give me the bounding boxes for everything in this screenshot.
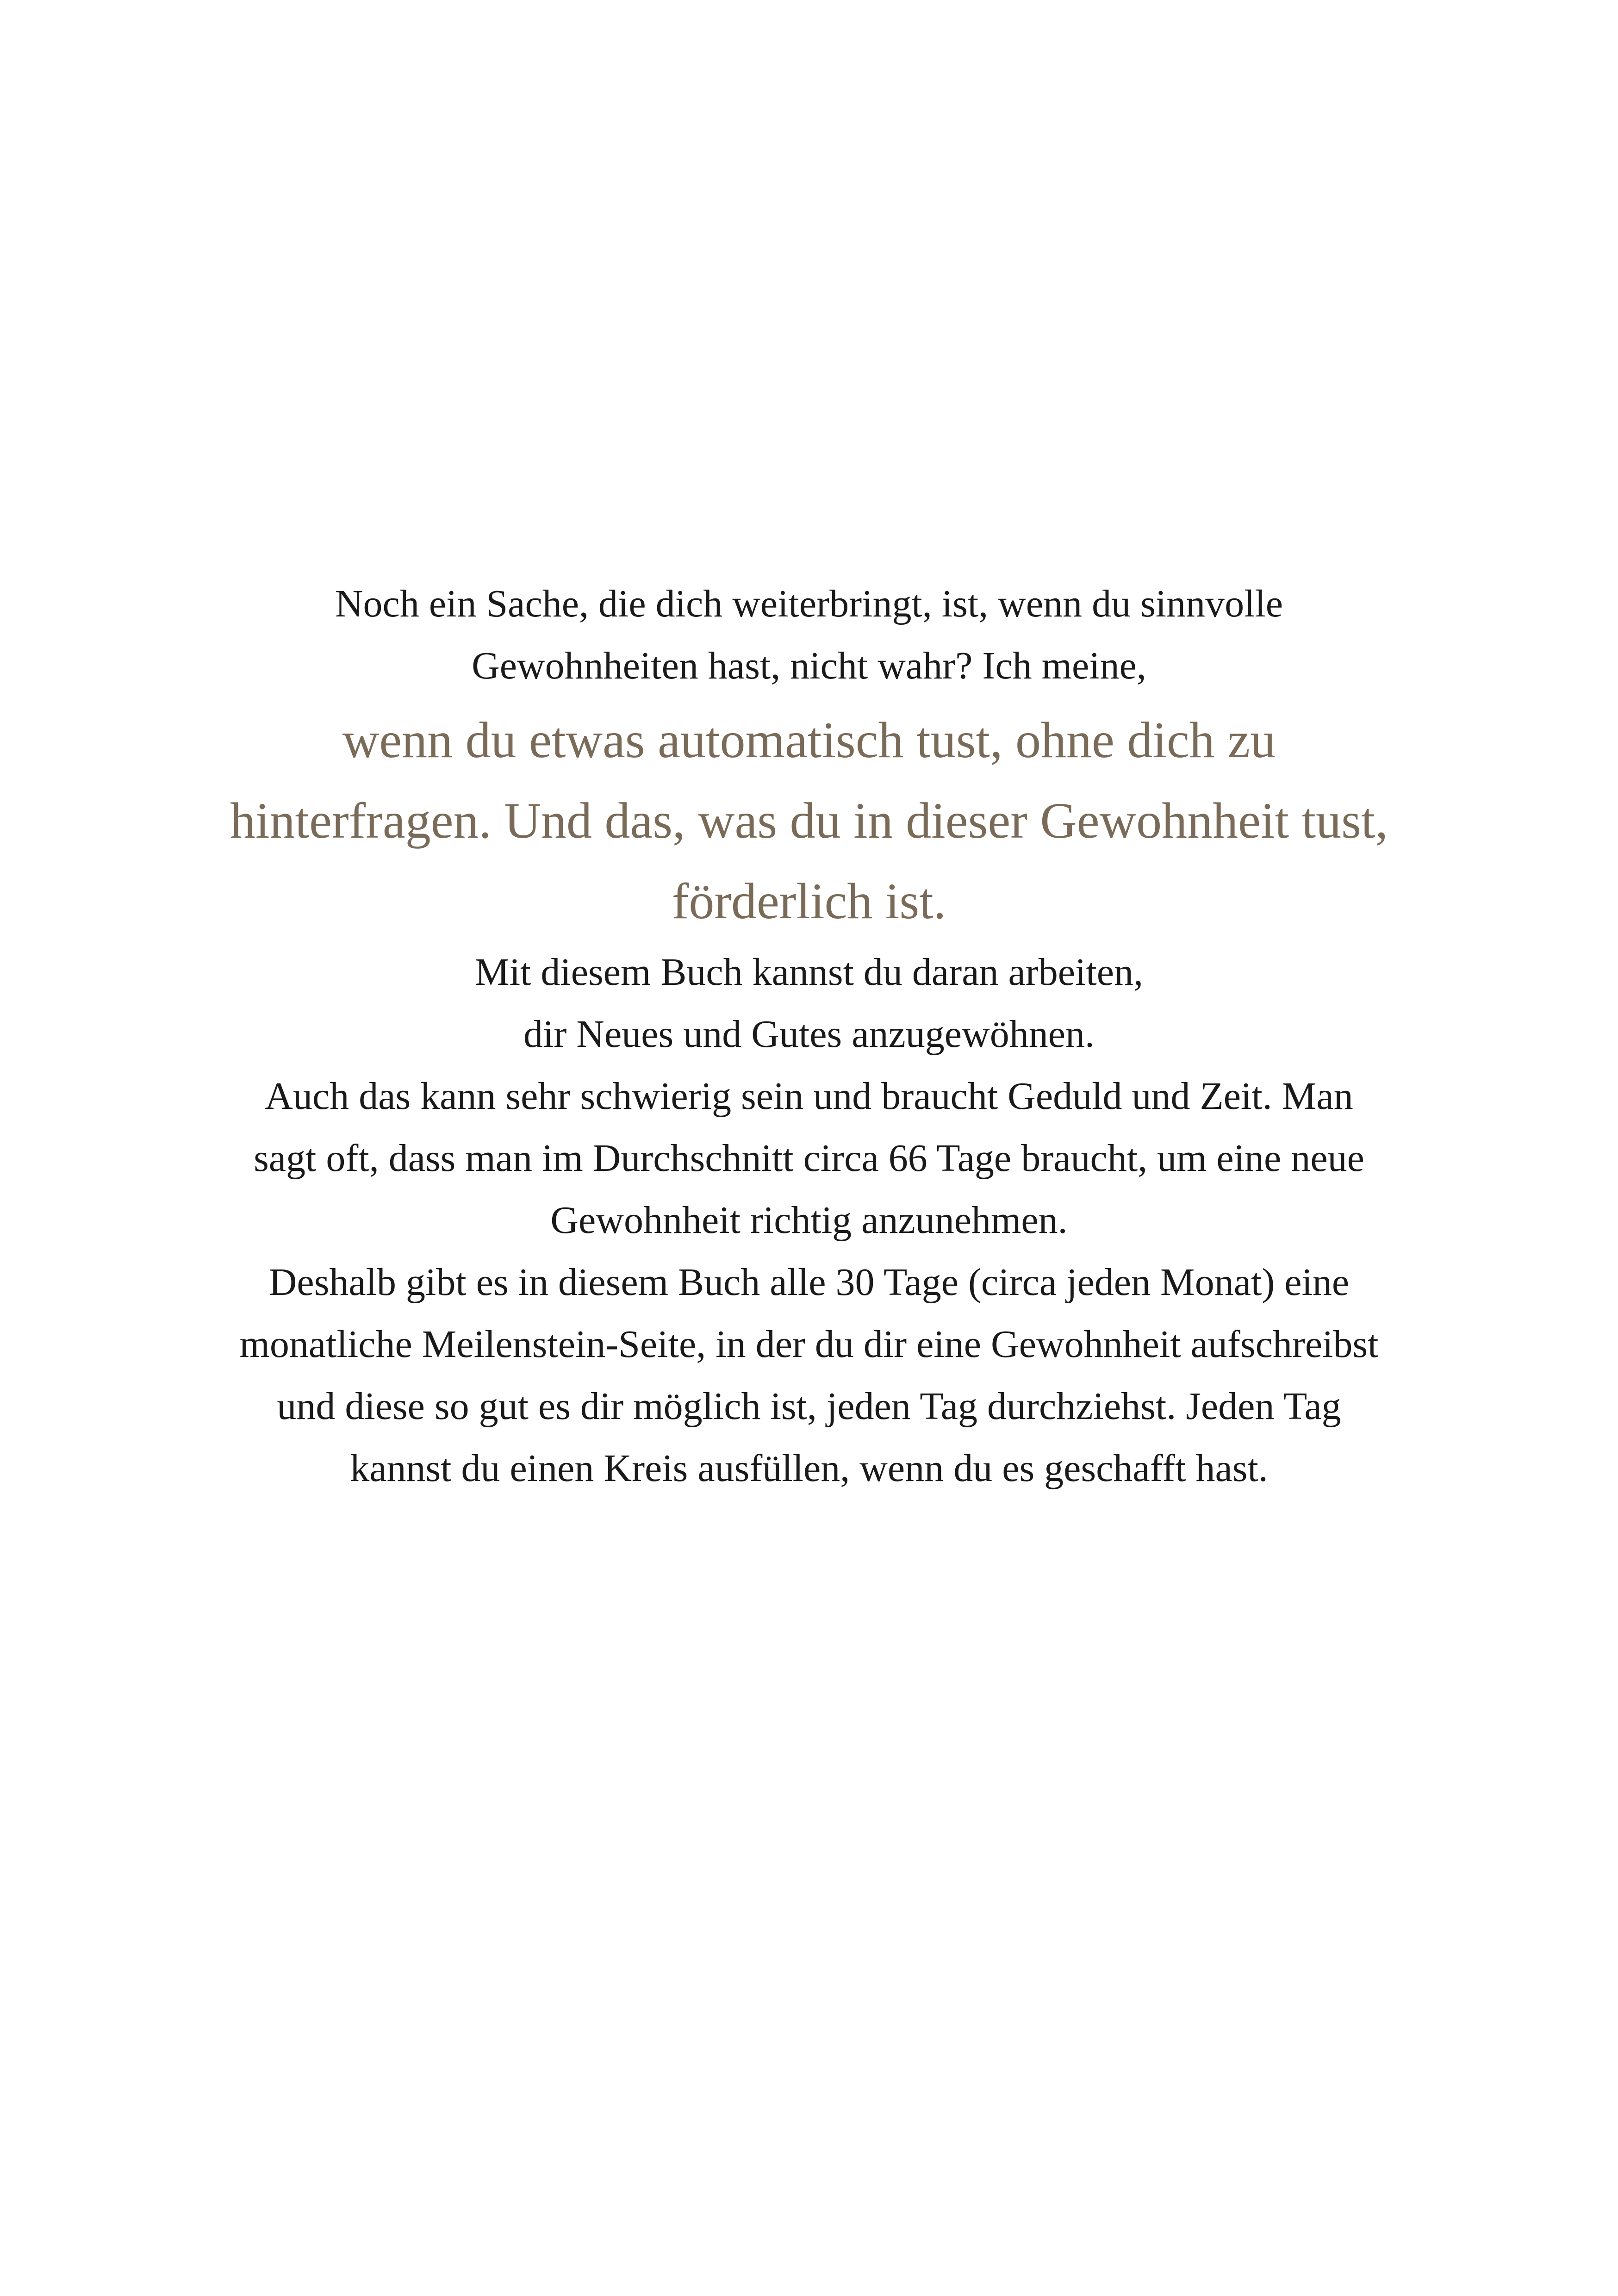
highlight-line: förderlich ist.: [672, 873, 946, 929]
milestone-line: Deshalb gibt es in diesem Buch alle 30 Tage (circa jeden Monat) eine: [268, 1261, 1350, 1304]
intro-line: Gewohnheiten hast, nicht wahr? Ich meine,: [472, 644, 1146, 687]
milestone-paragraph: [139, 1251, 1479, 1500]
highlight-line: hinterfragen. Und das, was du in dieser Gewohnheit tust,: [230, 792, 1388, 849]
patience-paragraph: [139, 1065, 1479, 1251]
milestone-line: kannst du einen Kreis ausfüllen, wenn du es geschafft hast.: [350, 1447, 1268, 1490]
book-line: Mit diesem Buch kannst du daran arbeiten,: [475, 951, 1143, 994]
highlight-line: wenn du etwas automatisch tust, ohne dich zu: [342, 712, 1276, 768]
milestone-line: und diese so gut es dir möglich ist, jeden Tag durchziehst. Jeden Tag: [277, 1385, 1341, 1428]
book-paragraph: [139, 941, 1479, 1065]
intro-paragraph: [139, 573, 1479, 697]
book-line: dir Neues und Gutes anzugewöhnen.: [523, 1013, 1095, 1056]
milestone-line: monatliche Meilenstein-Seite, in der du dir eine Gewohnheit aufschreibst: [239, 1323, 1379, 1366]
patience-line: Gewohnheit richtig anzunehmen.: [550, 1199, 1068, 1242]
main-text-block: [139, 573, 1479, 1500]
highlight-paragraph: [139, 700, 1479, 941]
intro-line: Noch ein Sache, die dich weiterbringt, ist, wenn du sinnvolle: [335, 582, 1283, 625]
patience-line: Auch das kann sehr schwierig sein und braucht Geduld und Zeit. Man: [265, 1075, 1353, 1118]
patience-line: sagt oft, dass man im Durchschnitt circa 66 Tage braucht, um eine neue: [254, 1137, 1364, 1180]
